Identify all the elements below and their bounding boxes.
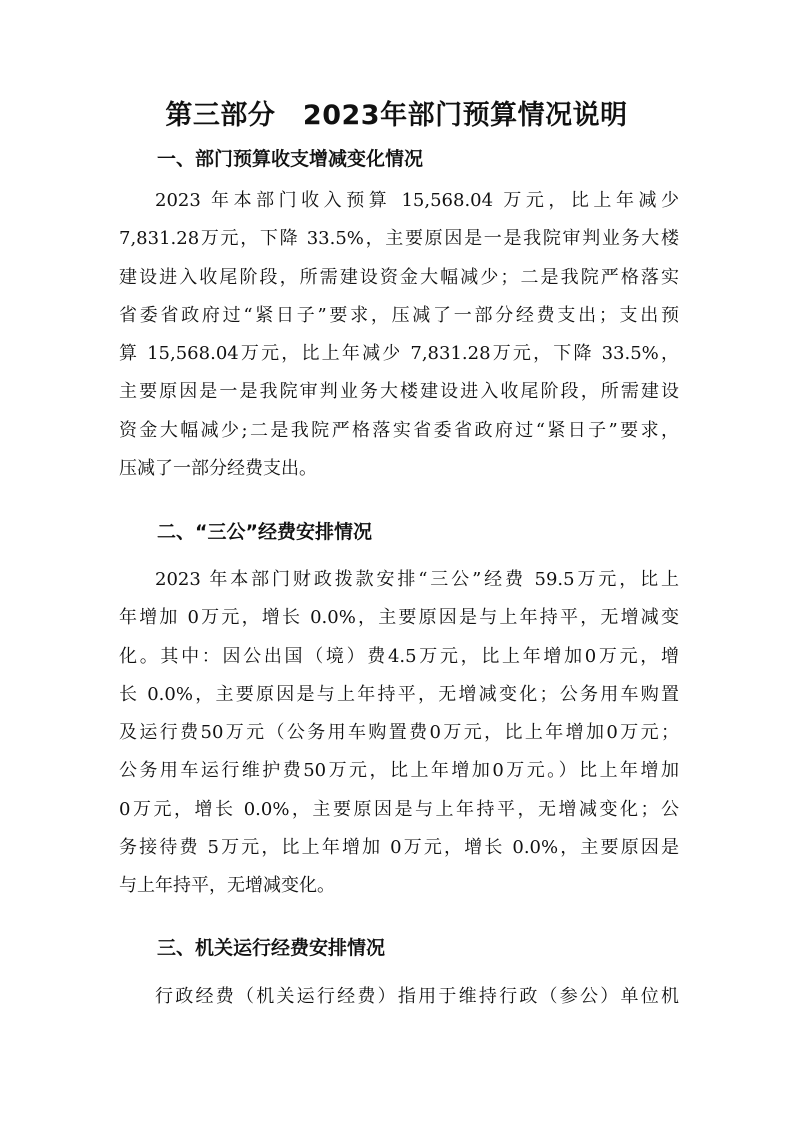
section-2-paragraph [119, 561, 679, 906]
paragraph-line: 7,831.28万元，下降 33.5%，主要原因是一是我院审判业务大楼 [119, 228, 679, 250]
paragraph-line: 2023 年本部门财政拨款安排“三公”经费 59.5万元，比上 [155, 569, 679, 590]
paragraph-line: 建设进入收尾阶段，所需建设资金大幅减少；二是我院严格落实 [119, 266, 679, 288]
paragraph-line: 2023 年本部门收入预算 15,568.04 万元，比上年减少 [155, 190, 679, 211]
paragraph-line: 行政经费（机关运行经费）指用于维持行政（参公）单位机 [155, 986, 679, 1007]
paragraph-line: 省委省政府过“紧日子”要求，压减了一部分经费支出；支出预 [119, 304, 679, 326]
paragraph-line: 0万元，增长 0.0%，主要原因是与上年持平，无增减变化；公 [119, 798, 679, 820]
paragraph-line: 年增加 0万元，增长 0.0%，主要原因是与上年持平，无增减变 [119, 607, 679, 629]
section-1-paragraph [119, 182, 679, 488]
page-title: 第三部分 2023年部门预算情况说明 [165, 100, 628, 131]
section-2-heading: 二、“三公”经费安排情况 [157, 521, 372, 543]
section-1-heading: 一、部门预算收支增减变化情况 [157, 148, 424, 170]
paragraph-line: 主要原因是一是我院审判业务大楼建设进入收尾阶段，所需建设 [119, 381, 679, 403]
paragraph-line: 资金大幅减少;二是我院严格落实省委省政府过“紧日子”要求， [119, 419, 679, 441]
paragraph-line: 化。其中：因公出国（境）费4.5万元，比上年增加0万元，增 [119, 645, 679, 667]
paragraph-line: 与上年持平，无增减变化。 [119, 875, 335, 897]
paragraph-line: 长 0.0%，主要原因是与上年持平，无增减变化；公务用车购置 [119, 683, 679, 705]
section-3-paragraph [119, 978, 679, 1016]
paragraph-line: 及运行费50万元（公务用车购置费0万元，比上年增加0万元； [119, 722, 679, 744]
paragraph-line: 务接待费 5万元，比上年增加 0万元，增长 0.0%，主要原因是 [119, 837, 679, 859]
paragraph-line: 压减了一部分经费支出。 [119, 458, 317, 480]
paragraph-line: 公务用车运行维护费50万元，比上年增加0万元。）比上年增加 [119, 760, 679, 782]
section-3-heading: 三、机关运行经费安排情况 [157, 937, 386, 959]
paragraph-line: 算 15,568.04万元，比上年减少 7,831.28万元，下降 33.5%， [119, 343, 679, 365]
